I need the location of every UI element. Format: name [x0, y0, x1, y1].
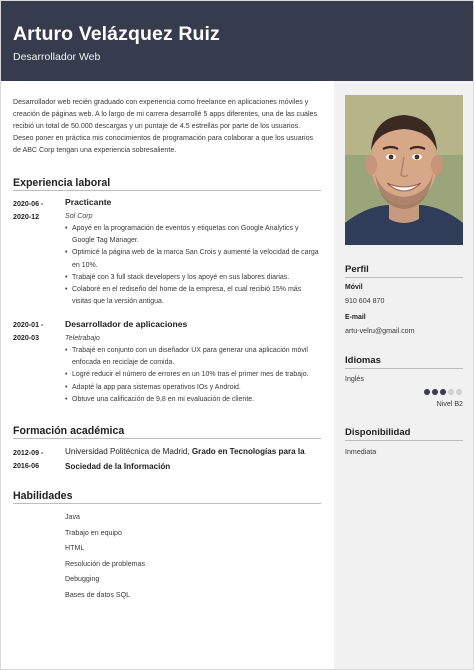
language-level-label: Nivel B2 — [436, 400, 463, 408]
education-title: Formación académica — [13, 425, 125, 437]
candidate-role: Desarrollador Web — [13, 51, 101, 63]
level-dot-empty — [456, 389, 462, 395]
job-2-bullets — [65, 345, 321, 406]
languages-title: Idiomas — [345, 355, 381, 366]
job-2-date-start: 2020-01 - — [13, 321, 44, 329]
list-item: • Obtuve una calificación de 9,8 en mi evaluación de cliente. — [65, 394, 321, 406]
education-date-end: 2016-06 — [13, 462, 40, 470]
list-item: Bases de datos SQL — [65, 590, 131, 599]
skills-list — [65, 511, 145, 605]
candidate-name: Arturo Velázquez Ruiz — [13, 23, 220, 45]
list-item: • Logré reducir el número de errores en un 10% tras el primer mes de trabajo. — [65, 369, 321, 381]
availability-divider — [345, 440, 463, 441]
phone-value: 910 604 870 — [345, 297, 385, 305]
job-1-title: Practicante — [65, 197, 112, 207]
phone-label: Móvil — [345, 284, 363, 291]
language-level-dots — [424, 389, 462, 395]
profile-divider — [345, 277, 463, 278]
education-date-start: 2012-09 - — [13, 449, 44, 457]
job-2-title: Desarrollador de aplicaciones — [65, 319, 188, 329]
list-item: HTML — [65, 544, 85, 553]
list-item: • Colaboré en el rediseño del home de la empresa, el cual recibió 15% más visitas que la versión antigua. — [65, 284, 321, 308]
level-dot-filled — [440, 389, 446, 395]
level-dot-empty — [448, 389, 454, 395]
email-value: artu-velru@gmail.com — [345, 327, 415, 335]
education-divider — [13, 438, 321, 439]
job-1-company: Sol Corp — [65, 212, 93, 220]
job-1-date-start: 2020-06 - — [13, 200, 44, 208]
profile-photo — [345, 95, 463, 245]
list-item: • Adapté la app para sistemas operativos IOs y Android. — [65, 382, 321, 394]
list-item: • Apoyé en la programación de eventos y etiquetas con Google Analytics y Google Tag Manager. — [65, 223, 321, 247]
skills-title: Habilidades — [13, 490, 73, 502]
languages-divider — [345, 368, 463, 369]
level-dot-filled — [432, 389, 438, 395]
profile-photo-illustration — [345, 95, 463, 245]
education-school: Universidad Politécnica de Madrid, — [65, 447, 192, 456]
education-entry — [65, 445, 323, 474]
job-1-bullets — [65, 223, 321, 308]
profile-title: Perfil — [345, 264, 369, 275]
experience-title: Experiencia laboral — [13, 177, 111, 189]
availability-value: Inmediata — [345, 448, 377, 456]
list-item: Trabajo en equipo — [65, 528, 122, 537]
list-item: Java — [65, 513, 80, 521]
email-label: E-mail — [345, 314, 366, 321]
level-dot-filled — [424, 389, 430, 395]
language-name: Inglés — [345, 375, 364, 383]
job-2-company: Teletrabajo — [65, 334, 100, 342]
job-1-date-end: 2020-12 — [13, 213, 40, 221]
job-2-date-end: 2020-03 — [13, 334, 40, 342]
skills-divider — [13, 503, 321, 504]
list-item: • Trabajé en conjunto con un diseñador UX para generar una aplicación móvil enfocada en reciclaje de comida. — [65, 345, 321, 369]
education-degree: Grado en Tecnologías para la Sociedad de la Información — [65, 447, 305, 471]
list-item: Debugging — [65, 575, 100, 584]
list-item: Resolución de problemas — [65, 559, 146, 568]
availability-title: Disponibilidad — [345, 427, 411, 438]
experience-divider — [13, 190, 321, 191]
summary-text: Desarrollador web recién graduado con experiencia como freelance en aplicaciones móviles y creación de páginas web. A lo largo de mi carrera desarrollé 5 apps diferentes, una de las cuales recibió un total de 50.000 descargas y un puntaje de 4.5 estrellas por parte de los usuarios. Deseo poner en práctica mis conocimientos de programación para colaborar a que los usuarios de ABC Corp tengan una experiencia sobresaliente. — [13, 98, 318, 155]
list-item: • Trabajé con 3 full stack developers y los apoyé en sus labores diarias. — [65, 272, 321, 284]
resume-header — [1, 1, 473, 81]
list-item: • Optimicé la página web de la marca San Crois y aumenté la velocidad de carga en 10%. — [65, 247, 321, 271]
